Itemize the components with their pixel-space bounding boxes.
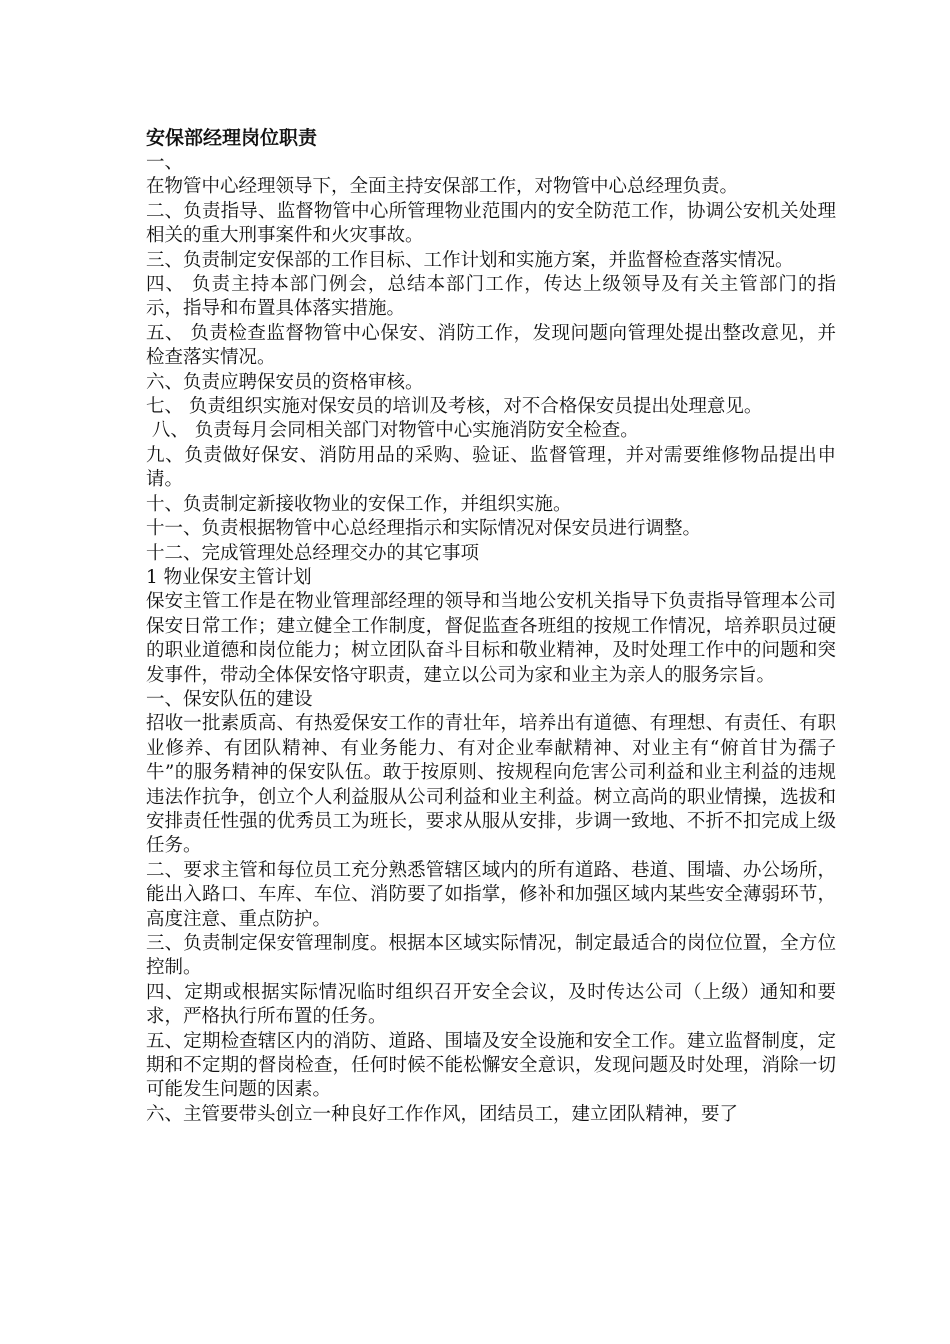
document-title: 安保部经理岗位职责: [146, 127, 318, 149]
paragraph: 六、负责应聘保安员的资格审核。: [146, 371, 424, 393]
paragraph: 四、定期或根据实际情况临时组织召开安全会议，及时传达公司（上级）通知和要求，严格执行所布置的任务。: [146, 981, 836, 1028]
document-body: [146, 151, 836, 1127]
paragraph: 七、 负责组织实施对保安员的培训及考核，对不合格保安员提出处理意见。: [146, 396, 763, 418]
paragraph: 八、 负责每月会同相关部门对物管中心实施消防安全检查。: [146, 420, 639, 442]
paragraph: 一、: [146, 152, 184, 173]
paragraph: 十一、负责根据物管中心总经理指示和实际情况对保安员进行调整。: [146, 518, 702, 540]
paragraph: 十二、完成管理处总经理交办的其它事项: [146, 542, 480, 564]
section-heading: 一、保安队伍的建设: [146, 688, 313, 710]
paragraph: 招收一批素质高、有热爱保安工作的青壮年，培养出有道德、有理想、有责任、有职业修养、有团队精神、有业务能力、有对企业奉献精神、对业主有“俯首甘为孺子牛”的服务精神的保安队伍。敢于按原则、按规程向危害公司利益和业主利益的违规违法作抗争，创立个人利益服从公司利益和业主利益。树立高尚的职业情操，选拔和安排责任性强的优秀员工为班长，要求从服从安排，步调一致地、不折不扣完成上级任务。: [146, 713, 836, 857]
paragraph: 保安主管工作是在物业管理部经理的领导和当地公安机关指导下负责指导管理本公司保安日常工作；建立健全工作制度，督促监查各班组的按规工作情况，培养职员过硬的职业道德和岗位能力；树立团队奋斗目标和敬业精神，及时处理工作中的问题和突发事件，带动全体保安恪守职责，建立以公司为家和业主为亲人的服务宗旨。: [146, 591, 836, 686]
document-page: [146, 125, 836, 1127]
paragraph: 二、要求主管和每位员工充分熟悉管辖区域内的所有道路、巷道、围墙、办公场所，能出入路口、车库、车位、消防要了如指掌，修补和加强区域内某些安全薄弱环节，高度注意、重点防护。: [146, 859, 836, 930]
paragraph: 五、 负责检查监督物管中心保安、消防工作，发现问题向管理处提出整改意见，并检查落实情况。: [146, 322, 836, 369]
paragraph: 五、定期检查辖区内的消防、道路、围墙及安全设施和安全工作。建立监督制度，定期和不定期的督岗检查，任何时候不能松懈安全意识，发现问题及时处理，消除一切可能发生问题的因素。: [146, 1030, 836, 1101]
paragraph: 九、负责做好保安、消防用品的采购、验证、监督管理，并对需要维修物品提出申请。: [146, 444, 836, 491]
paragraph: 在物管中心经理领导下，全面主持安保部工作，对物管中心总经理负责。: [146, 176, 739, 198]
paragraph: 六、主管要带头创立一种良好工作作风，团结员工，建立团队精神，要了: [146, 1103, 739, 1125]
paragraph: 三、负责制定保安管理制度。根据本区域实际情况，制定最适合的岗位位置，全方位控制。: [146, 933, 836, 979]
paragraph: 二、负责指导、监督物管中心所管理物业范围内的安全防范工作，协调公安机关处理相关的重大刑事案件和火灾事故。: [146, 200, 836, 247]
paragraph: 三、负责制定安保部的工作目标、工作计划和实施方案，并监督检查落实情况。: [146, 249, 794, 271]
section-heading: 1 物业保安主管计划: [146, 566, 312, 588]
paragraph: 十、负责制定新接收物业的安保工作，并组织实施。: [146, 493, 572, 515]
paragraph: 四、 负责主持本部门例会，总结本部门工作，传达上级领导及有关主管部门的指示，指导和布置具体落实措施。: [146, 274, 836, 320]
